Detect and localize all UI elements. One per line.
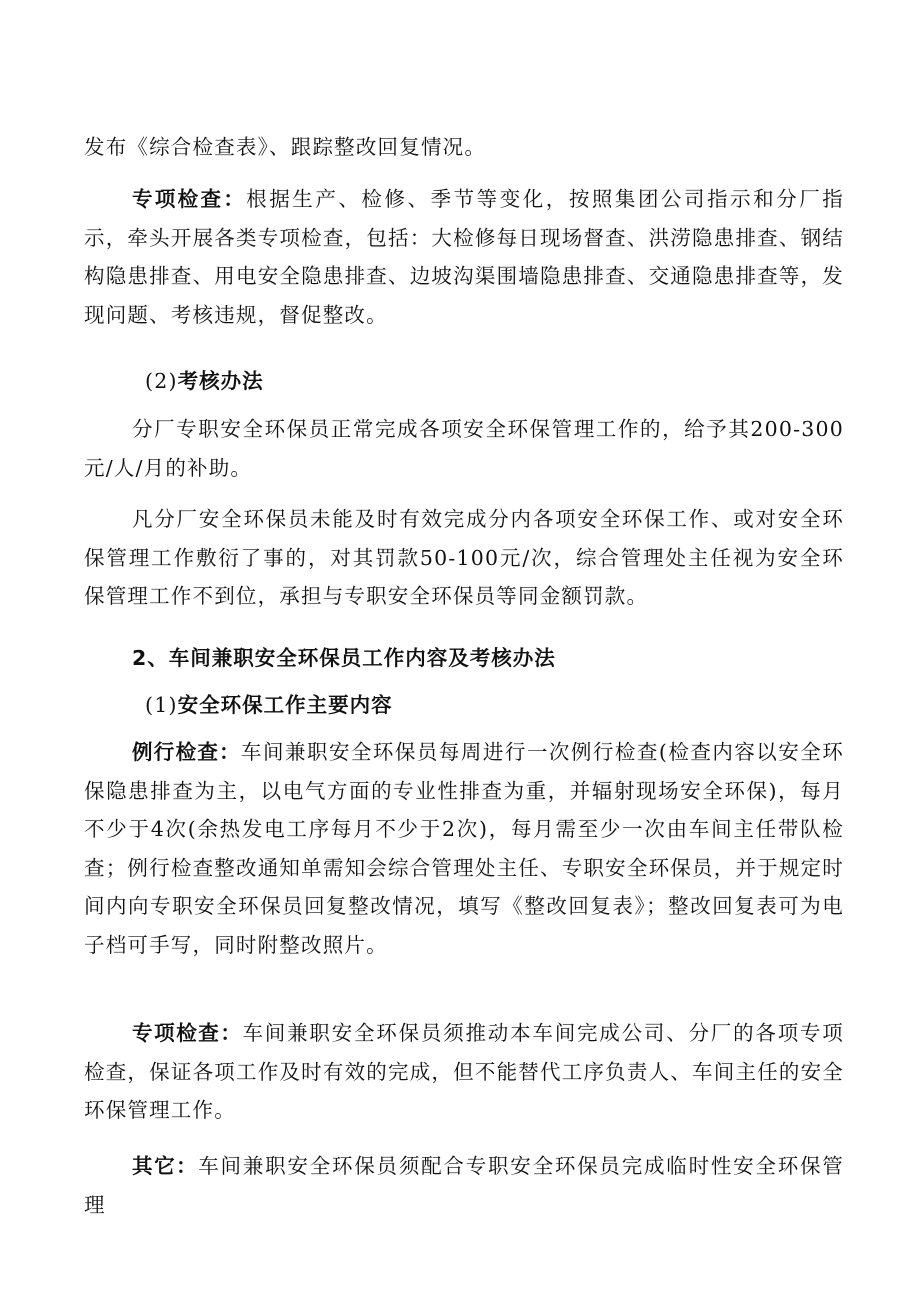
paragraph-text: 车间兼职安全环保员须配合专职安全环保员完成临时性安全环保管理 — [84, 1154, 844, 1217]
heading-main-content — [145, 686, 393, 725]
paragraph-text: 车间兼职安全环保员须推动本车间完成公司、分厂的各项专项检查，保证各项工作及时有效的完成，但不能替代工序负责人、车间主任的安全环保管理工作。 — [84, 1021, 844, 1123]
label-other: 其它： — [132, 1154, 199, 1178]
paragraph-workshop-special-inspection — [84, 1014, 844, 1130]
heading-text: 考核办法 — [177, 369, 264, 393]
heading-text: 安全环保工作主要内容 — [177, 693, 393, 717]
paragraph-text: 发布《综合检查表》、跟踪整改回复情况。 — [84, 135, 487, 159]
paragraph-text: 分厂专职安全环保员正常完成各项安全环保管理工作的，给予其200-300元/人/月的补助。 — [84, 417, 844, 480]
paragraph-subsidy — [84, 410, 844, 487]
label-special-inspection: 专项检查： — [132, 187, 247, 211]
heading-number: (1) — [145, 693, 178, 717]
paragraph-text: 凡分厂安全环保员未能及时有效完成分内各项安全环保工作、或对安全环保管理工作敷衍了事的，对其罚款50-100元/次，综合管理处主任视为安全环保管理工作不到位，承担与专职安全环保员等同金额罚款。 — [84, 507, 844, 609]
heading-assessment-method — [145, 362, 264, 401]
paragraph-special-inspection — [84, 180, 844, 334]
paragraph-penalty — [84, 500, 844, 616]
heading-workshop-officer — [132, 639, 556, 678]
label-routine-inspection: 例行检查： — [132, 740, 241, 764]
paragraph-publish-checklist — [84, 128, 844, 167]
heading-number: (2) — [145, 369, 178, 393]
heading-text: 2、车间兼职安全环保员工作内容及考核办法 — [132, 646, 556, 670]
paragraph-routine-inspection — [84, 733, 844, 965]
paragraph-text: 根据生产、检修、季节等变化，按照集团公司指示和分厂指示，牵头开展各类专项检查，包括：大检修每日现场督查、洪涝隐患排查、钢结构隐患排查、用电安全隐患排查、边坡沟渠围墙隐患排查、交通隐患排查等，发现问题、考核违规，督促整改。 — [84, 187, 844, 327]
paragraph-text: 车间兼职安全环保员每周进行一次例行检查(检查内容以安全环保隐患排查为主，以电气方面的专业性排查为重，并辐射现场安全环保)，每月不少于4次(余热发电工序每月不少于2次)，每月需至少一次由车间主任带队检查；例行检查整改通知单需知会综合管理处主任、专职安全环保员，并于规定时间内向专职安全环保员回复整改情况，填写《整改回复表》；整改回复表可为电子档可手写，同时附整改照片。 — [84, 740, 844, 957]
label-special-inspection: 专项检查： — [132, 1021, 243, 1045]
paragraph-other — [84, 1147, 844, 1224]
